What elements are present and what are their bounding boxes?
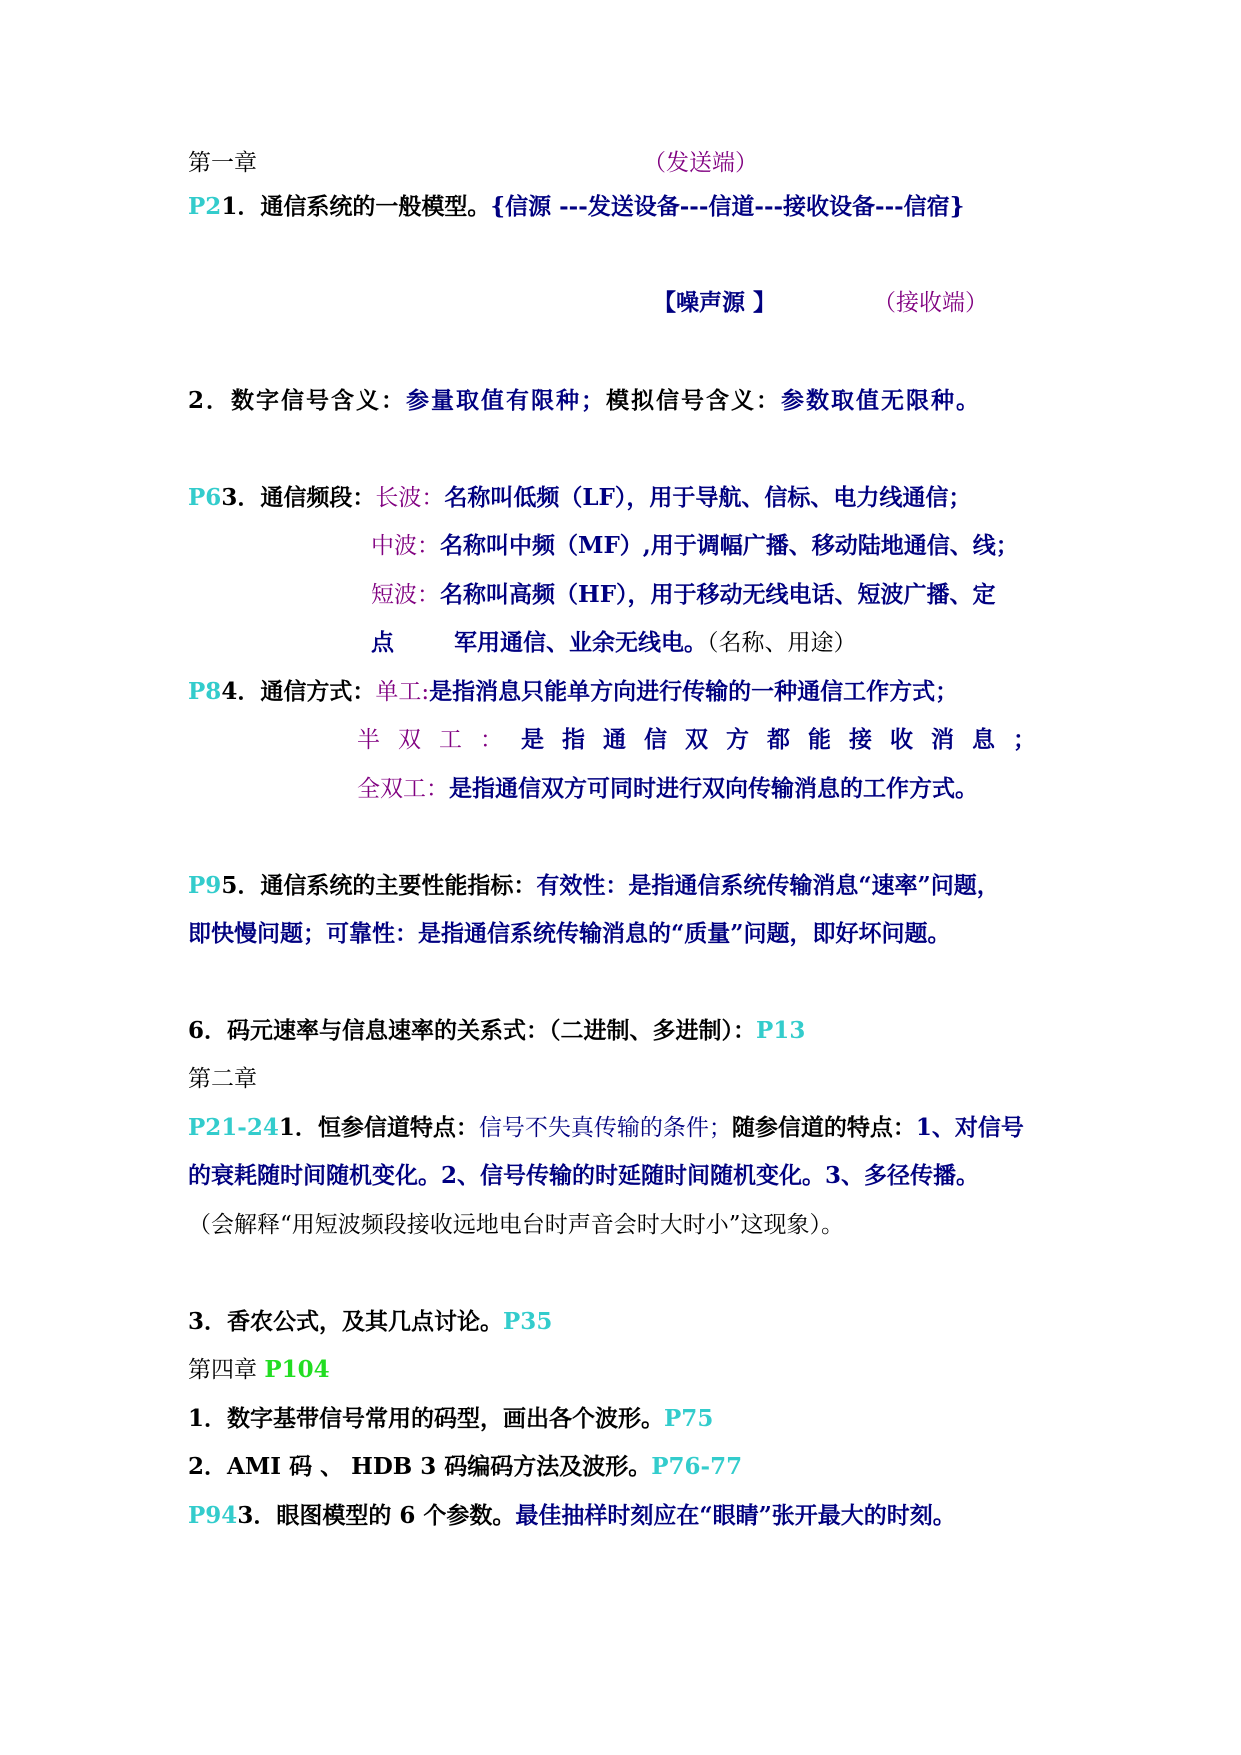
question-label: 4．通信方式： [221,678,376,705]
page-ref: P6 [188,484,222,511]
question-text: 3．香农公式，及其几点讨论。 [188,1308,504,1335]
chapter-title-text: 第二章 [188,1066,257,1092]
send-end-text: （发送端） [643,150,758,176]
question-number: 1． [221,193,261,220]
band-short-wave-cont [371,628,857,658]
q-signal [188,386,981,416]
page-ref: P13 [756,1017,806,1044]
keyword: 单工: [375,679,430,705]
channel-line-2 [188,1161,979,1191]
page-ref: P8 [188,678,222,705]
performance-line-2 [188,919,950,949]
q-symbol-rate [188,1016,805,1046]
recv-end-label [873,288,988,318]
question-text: 2．AMI 码 、 HDB 3 码编码方法及波形。 [188,1453,652,1480]
question-text: 1．数字基带信号常用的码型，画出各个波形。 [188,1405,665,1432]
keyword: 短波： [371,582,440,608]
keyword: 中波： [371,533,440,559]
answer-text: 的衰耗随时间随机变化。2、信号传输的时延随时间随机变化。3、多径传播。 [188,1162,980,1189]
noise-source-label [653,288,776,318]
mode-full-duplex [357,774,978,804]
chapter-title-text: 第一章 [188,150,257,176]
answer-text: 名称叫低频（LF），用于导航、信标、电力线通信； [444,484,972,511]
keyword: 长波： [375,485,445,511]
answer-text-2: 参数取值无限种。 [781,387,982,414]
question-label: 3．眼图模型的 6 个参数。 [237,1502,516,1529]
band-medium-wave [371,531,1019,561]
page-ref: P9 [188,872,222,899]
question-label: 5．通信系统的主要性能指标： [221,872,537,899]
answer-text: 是指通信双方都能接收消息； [521,726,1054,753]
model-flow: {信源 ---发送设备---信道---接收设备---信宿} [490,193,965,220]
question-text: 6．码元速率与信息速率的关系式：（二进制、多进制）： [188,1017,757,1044]
question-label-2: 随参信道的特点： [731,1114,916,1141]
answer-text: 即快慢问题；可靠性：是指通信系统传输消息的“质量”问题，即好坏问题。 [188,920,951,947]
chapter-4-title [188,1355,330,1385]
answer-text-2: 军用通信、业余无线电。 [454,629,707,656]
keyword: 半双工： [357,727,521,753]
q-shannon [188,1307,552,1337]
answer-text: 是指消息只能单方向进行传输的一种通信工作方式； [429,678,959,705]
send-end-label [643,148,758,178]
note-text: （名称、用途） [707,630,857,656]
page-ref: P2 [188,193,222,220]
answer-text: 有效性：是指通信系统传输消息“速率”问题， [536,872,1000,899]
q-channel [188,1113,1024,1143]
question-label: 3．通信频段： [221,484,376,511]
answer-text: 信号不失真传输的条件； [478,1115,732,1141]
question-text: 通信系统的一般模型。 [260,193,491,220]
channel-line-3 [188,1210,844,1240]
answer-text: 是指通信双方可同时进行双向传输消息的工作方式。 [449,775,978,802]
chapter-title-text: 第四章 [188,1357,265,1383]
noise-source-text: 【噪声源 】 [653,289,777,316]
answer-text: 最佳抽样时刻应在“眼睛”张开最大的时刻。 [515,1502,956,1529]
q-ami-hdb3 [188,1452,742,1482]
answer-text: 参量取值有限种； [406,387,607,414]
answer-text: 名称叫高频（HF），用于移动无线电话、短波广播、定 [440,581,996,608]
q-model [188,192,964,222]
q-bands [188,483,971,513]
page-ref: P94 [188,1502,238,1529]
page-ref: P21-24 [188,1114,279,1141]
question-label: 1．恒参信道特点： [278,1114,479,1141]
answer-text: 点 [371,629,394,656]
chapter-2-title [188,1064,257,1094]
recv-end-text: （接收端） [873,290,988,316]
page-ref: P35 [503,1308,553,1335]
note-text: （会解释“用短波频段接收远地电台时声音会时大时小”这现象）。 [188,1212,845,1238]
q-eye-diagram [188,1501,956,1531]
chapter-1-title [188,148,257,178]
keyword: 全双工： [357,776,449,802]
question-label: 2．数字信号含义： [188,387,407,414]
page-ref: P75 [664,1405,714,1432]
q-performance [188,871,1000,901]
q-modes [188,677,958,707]
mode-half-duplex [357,725,1054,755]
page-ref: P104 [264,1356,330,1383]
answer-text-2: 1、对信号 [915,1114,1024,1141]
page-ref: P76-77 [651,1453,743,1480]
answer-text: 名称叫中频（MF）,用于调幅广播、移动陆地通信、线； [440,532,1019,559]
band-short-wave [371,580,996,610]
question-label-2: 模拟信号含义： [606,387,782,414]
q-line-codes [188,1404,713,1434]
